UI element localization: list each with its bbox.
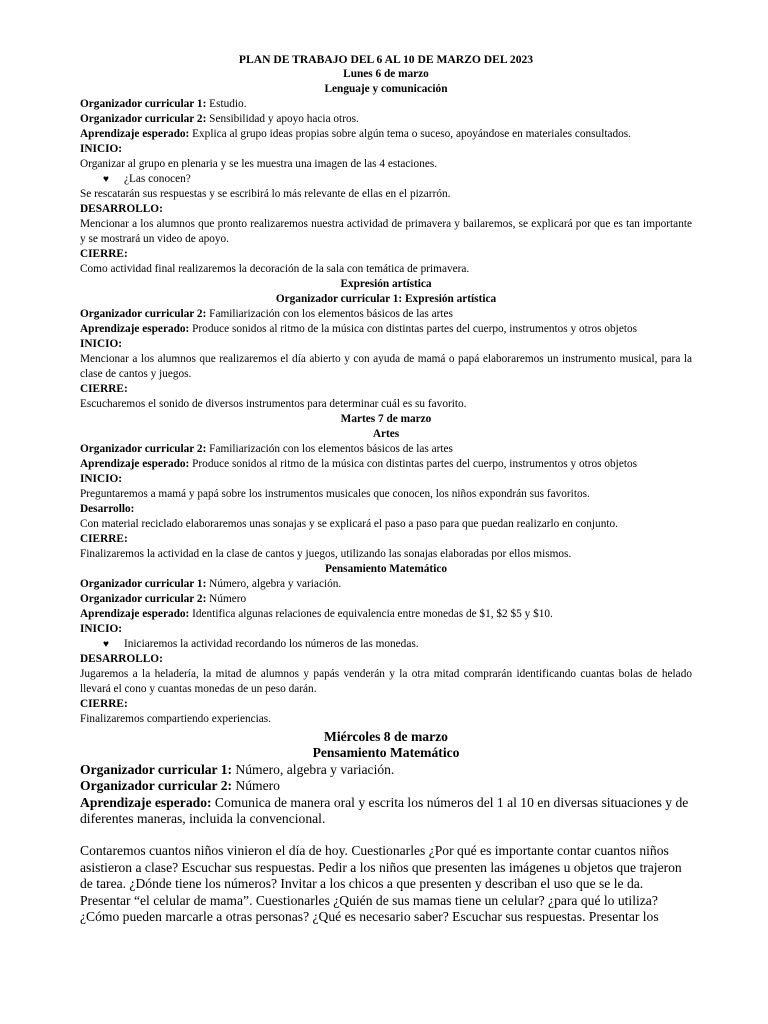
org2-label: Organizador curricular 2: <box>80 308 207 320</box>
desarrollo-label: DESARROLLO: <box>80 203 163 215</box>
subject-heading: Expresión artística <box>340 278 432 290</box>
cierre-text: Finalizaremos la actividad en la clase de cantos y juegos, utilizando las sonajas elaboradas por ellos mismos. <box>80 548 572 560</box>
aprendizaje-label: Aprendizaje esperado: <box>80 323 190 335</box>
inicio-label: INICIO: <box>80 338 123 350</box>
inicio-label: INICIO: <box>80 623 123 635</box>
org1-value: Número, algebra y variación. <box>206 578 342 590</box>
desarrollo-text: Mencionar a los alumnos que pronto realizaremos nuestra actividad de primavera y bailaremos, se explicará por que es tan importante y se mostrará un video de apoyo. <box>80 218 692 245</box>
day-heading-monday: Lunes 6 de marzo <box>343 68 429 80</box>
body-text: Se rescatarán sus respuestas y se escribirá lo más relevante de ellas en el pizarrón. <box>80 188 451 200</box>
paragraph-spacer <box>80 827 692 843</box>
aprendizaje-value: Produce sonidos al ritmo de la música con distintas partes del cuerpo, instrumentos y otros objetos <box>189 458 638 470</box>
cierre-text: Finalizaremos compartiendo experiencias. <box>80 713 272 725</box>
day-heading-tuesday: Martes 7 de marzo <box>340 413 432 425</box>
cierre-label: CIERRE: <box>80 698 128 710</box>
cierre-label: CIERRE: <box>80 533 128 545</box>
document-title: PLAN DE TRABAJO DEL 6 AL 10 DE MARZO DEL 2023 <box>238 53 534 66</box>
org2-value: Número <box>206 593 247 605</box>
heart-bullet-icon: ♥ <box>103 639 109 650</box>
aprendizaje-value: Produce sonidos al ritmo de la música con distintas partes del cuerpo, instrumentos y otros objetos <box>189 323 638 335</box>
subject-heading: Pensamiento Matemático <box>324 563 448 575</box>
day-heading-wednesday: Miércoles 8 de marzo <box>324 729 448 744</box>
bullet-text: ¿Las conocen? <box>124 173 191 185</box>
org1-value: Número, algebra y variación. <box>232 761 395 777</box>
inicio-label: INICIO: <box>80 473 123 485</box>
desarrollo-text: Con material reciclado elaboraremos unas sonajas y se explicará el paso a paso para que puedan realizarlo en conjunto. <box>80 518 618 530</box>
org2-value: Familiarización con los elementos básicos de las artes <box>206 308 453 320</box>
aprendizaje-label: Aprendizaje esperado: <box>80 128 190 140</box>
aprendizaje-value: Identifica algunas relaciones de equivalencia entre monedas de $1, $2 $5 y $10. <box>189 608 553 620</box>
org2-label: Organizador curricular 2: <box>80 113 207 125</box>
org2-label: Organizador curricular 2: <box>80 778 233 794</box>
cierre-text: Escucharemos el sonido de diversos instrumentos para determinar cuál es su favorito. <box>80 398 467 410</box>
bullet-text: Iniciaremos la actividad recordando los números de las monedas. <box>124 638 419 650</box>
inicio-text: Mencionar a los alumnos que realizaremos el día abierto y con ayuda de mamá o papá elaboraremos un instrumento musical, para la clase de cantos y juegos. <box>80 353 692 380</box>
org2-value: Número <box>232 778 280 794</box>
heart-bullet-icon: ♥ <box>103 174 109 185</box>
document-body <box>80 52 692 925</box>
aprendizaje-value: Comunica de manera oral y escrita los números del 1 al 10 en diversas situaciones y de diferentes maneras, incluida la convencional. <box>80 794 689 827</box>
aprendizaje-value: Explica al grupo ideas propias sobre algún tema o suceso, apoyándose en materiales consultados. <box>189 128 632 140</box>
activity-paragraph: Contaremos cuantos niños vinieron el día de hoy. Cuestionarles ¿Por qué es importante contar cuantos niños asistieron a clase? Escuchar sus respuestas. Pedir a los niños que presenten las imágenes u objetos que trajeron de tarea. ¿Dónde tiene los números? Invitar a los chicos a que presenten y describan el uso que se le da. Presentar “el celular de mama”. Cuestionarles ¿Quién de sus mamas tiene un celular? ¿para qué lo utiliza? ¿Cómo pueden marcarle a otras personas? ¿Qué es necesario saber? Escuchar sus respuestas. Presentar los <box>80 843 682 925</box>
org1-label: Organizador curricular 1: <box>80 761 233 777</box>
desarrollo-label: DESARROLLO: <box>80 653 163 665</box>
inicio-text: Preguntaremos a mamá y papá sobre los instrumentos musicales que conocen, los niños expondrán sus favoritos. <box>80 488 590 500</box>
org2-value: Sensibilidad y apoyo hacia otros. <box>206 113 359 125</box>
cierre-label: CIERRE: <box>80 383 128 395</box>
aprendizaje-label: Aprendizaje esperado: <box>80 608 190 620</box>
org1-value: Estudio. <box>206 98 247 110</box>
org1-label: Organizador curricular 1: <box>80 98 207 110</box>
org1-heading: Organizador curricular 1: Expresión artística <box>275 293 497 305</box>
inicio-label: INICIO: <box>80 143 123 155</box>
org2-label: Organizador curricular 2: <box>80 443 207 455</box>
desarrollo-text: Jugaremos a la heladería, la mitad de alumnos y papás venderán y la otra mitad comprarán identificando cuantas bolas de helado llevará el cono y cuantas monedas de un peso darán. <box>80 668 692 695</box>
subject-heading: Pensamiento Matemático <box>312 745 460 761</box>
cierre-label: CIERRE: <box>80 248 128 260</box>
org1-label: Organizador curricular 1: <box>80 578 207 590</box>
subject-heading: Artes <box>372 428 400 440</box>
aprendizaje-label: Aprendizaje esperado: <box>80 794 212 810</box>
org2-label: Organizador curricular 2: <box>80 593 207 605</box>
desarrollo-label: Desarrollo: <box>80 503 135 515</box>
inicio-text: Organizar al grupo en plenaria y se les muestra una imagen de las 4 estaciones. <box>80 158 438 170</box>
aprendizaje-label: Aprendizaje esperado: <box>80 458 190 470</box>
subject-heading: Lenguaje y comunicación <box>324 83 448 95</box>
cierre-text: Como actividad final realizaremos la decoración de la sala con temática de primavera. <box>80 263 470 275</box>
org2-value: Familiarización con los elementos básicos de las artes <box>206 443 453 455</box>
